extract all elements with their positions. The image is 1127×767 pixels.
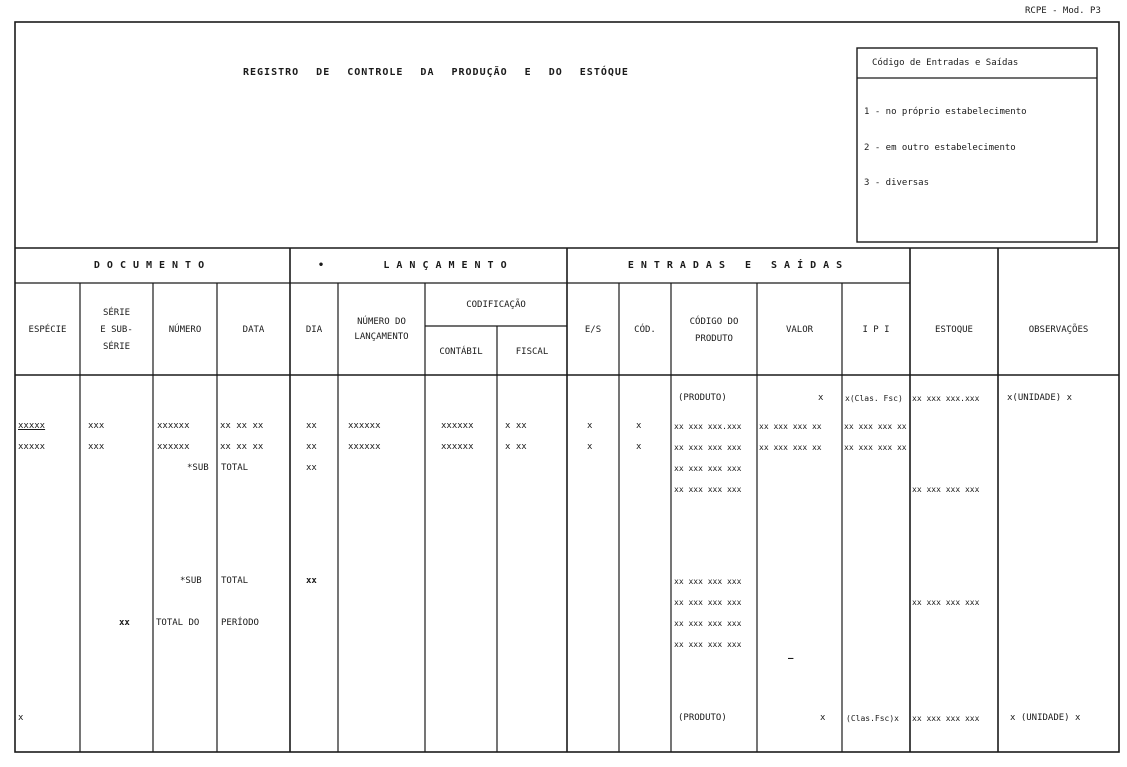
cell-es: x bbox=[587, 442, 593, 452]
cell-es: x bbox=[587, 421, 593, 431]
cell-sub: *SUB bbox=[187, 463, 209, 473]
group-lancamento: LANÇAMENTO bbox=[383, 260, 514, 271]
cell-codprod: xx xxx xxx.xxx bbox=[674, 422, 742, 431]
col-observacoes: OBSERVAÇÕES bbox=[1028, 325, 1089, 335]
cell-codprod: xx xxx xxx xxx bbox=[674, 464, 742, 473]
cell-valor: x bbox=[818, 393, 824, 403]
cell-ipi: (Clas.Fsc)x bbox=[846, 714, 899, 723]
cell-estoque: xx xxx xxx xxx bbox=[912, 598, 980, 607]
cell-ipi: x(Clas. Fsc) bbox=[845, 394, 903, 403]
cell-codprod: xx xxx xxx xxx bbox=[674, 598, 742, 607]
cell-numero: xxxxxx bbox=[157, 442, 190, 452]
cell-codprod: xx xxx xxx xxx bbox=[674, 577, 742, 586]
col-valor: VALOR bbox=[785, 325, 814, 335]
cell-codprod: xx xxx xxx xxx bbox=[674, 485, 742, 494]
cell-fiscal: x xx bbox=[505, 442, 527, 452]
col-codprod-2: PRODUTO bbox=[695, 334, 733, 344]
cell-serie: xxx bbox=[88, 442, 105, 452]
col-serie-3: SÉRIE bbox=[102, 342, 131, 352]
cell-dia: xx bbox=[306, 421, 317, 431]
col-es: E/S bbox=[584, 325, 602, 335]
cell-fiscal: x xx bbox=[505, 421, 527, 431]
group-documento: DOCUMENTO bbox=[93, 260, 212, 271]
cell-obs: x (UNIDADE) x bbox=[1010, 713, 1081, 723]
cell-periodo: PERÍODO bbox=[221, 618, 259, 628]
group-entradas-saidas: ENTRADAS E SAÍDAS bbox=[627, 260, 850, 271]
col-num-lanc-2: LANÇAMENTO bbox=[354, 332, 409, 342]
cell-lanc: xxxxxx bbox=[348, 442, 381, 452]
cell-estoque: xx xxx xxx.xxx bbox=[912, 394, 980, 403]
cell-codprod: xx xxx xxx xxx bbox=[674, 640, 742, 649]
dash-mark: – bbox=[788, 654, 794, 664]
legend-item-2: 2 - em outro estabelecimento bbox=[864, 143, 1016, 153]
col-especie: ESPÉCIE bbox=[28, 325, 67, 335]
col-numero: NÚMERO bbox=[168, 325, 202, 335]
cell-valor: x bbox=[820, 713, 826, 723]
cell-valor: xx xxx xxx xx bbox=[759, 443, 822, 452]
cell-total-do: TOTAL DO bbox=[156, 618, 200, 628]
col-contabil: CONTÁBIL bbox=[439, 347, 483, 357]
col-fiscal: FISCAL bbox=[515, 347, 549, 357]
legend-item-3: 3 - diversas bbox=[864, 178, 930, 188]
col-estoque: ESTOQUE bbox=[935, 325, 973, 335]
cell-estoque: xx xxx xxx xxx bbox=[912, 714, 980, 723]
col-dia: DIA bbox=[305, 325, 323, 335]
cell-obs: x(UNIDADE) x bbox=[1007, 393, 1073, 403]
cell-dia: xx bbox=[306, 463, 317, 473]
cell-dia: xx bbox=[306, 576, 317, 586]
col-data: DATA bbox=[242, 325, 265, 335]
cell-contabil: xxxxxx bbox=[441, 421, 474, 431]
cell-contabil: xxxxxx bbox=[441, 442, 474, 452]
cell-data: xx xx xx bbox=[220, 442, 264, 452]
cell-especie: x bbox=[18, 713, 24, 723]
cell-estoque: xx xxx xxx xxx bbox=[912, 485, 980, 494]
col-cod: CÓD. bbox=[634, 325, 656, 335]
col-codificacao: CODIFICAÇÃO bbox=[466, 300, 526, 310]
cell-serie: xxx bbox=[88, 421, 105, 431]
cell-ipi: xx xxx xxx xx bbox=[844, 422, 907, 431]
col-ipi: I P I bbox=[862, 325, 890, 335]
form-title: REGISTRO DE CONTROLE DA PRODUÇÃO E DO ESTÓQUE bbox=[243, 67, 629, 78]
legend-item-1: 1 - no próprio estabelecimento bbox=[864, 107, 1027, 117]
cell-produto: (PRODUTO) bbox=[678, 713, 727, 723]
cell-lanc: xxxxxx bbox=[348, 421, 381, 431]
cell-numero: xxxxxx bbox=[157, 421, 190, 431]
cell-data: xx xx xx bbox=[220, 421, 264, 431]
cell-codprod: xx xxx xxx xxx bbox=[674, 619, 742, 628]
cell-especie: xxxxx bbox=[18, 442, 46, 452]
cell-cod: x bbox=[636, 442, 642, 452]
col-serie-1: SÉRIE bbox=[102, 308, 131, 318]
cell-dia: xx bbox=[306, 442, 317, 452]
cell-valor: xx xxx xxx xx bbox=[759, 422, 822, 431]
legend-title: Código de Entradas e Saídas bbox=[872, 58, 1019, 68]
form-code: RCPE - Mod. P3 bbox=[1025, 6, 1101, 16]
cell-sub: *SUB bbox=[180, 576, 202, 586]
cell-ipi: xx xxx xxx xx bbox=[844, 443, 907, 452]
col-serie-2: E SUB- bbox=[100, 325, 133, 335]
bullet-mark: • bbox=[318, 260, 332, 271]
cell-produto: (PRODUTO) bbox=[678, 393, 727, 403]
cell-cod: x bbox=[636, 421, 642, 431]
cell-serie: xx bbox=[119, 618, 130, 628]
col-codprod-1: CÓDIGO DO bbox=[689, 317, 739, 327]
cell-total: TOTAL bbox=[221, 463, 249, 473]
cell-total: TOTAL bbox=[221, 576, 249, 586]
cell-especie: xxxxx bbox=[18, 421, 46, 431]
cell-codprod: xx xxx xxx xxx bbox=[674, 443, 742, 452]
col-num-lanc-1: NÚMERO DO bbox=[357, 317, 406, 327]
